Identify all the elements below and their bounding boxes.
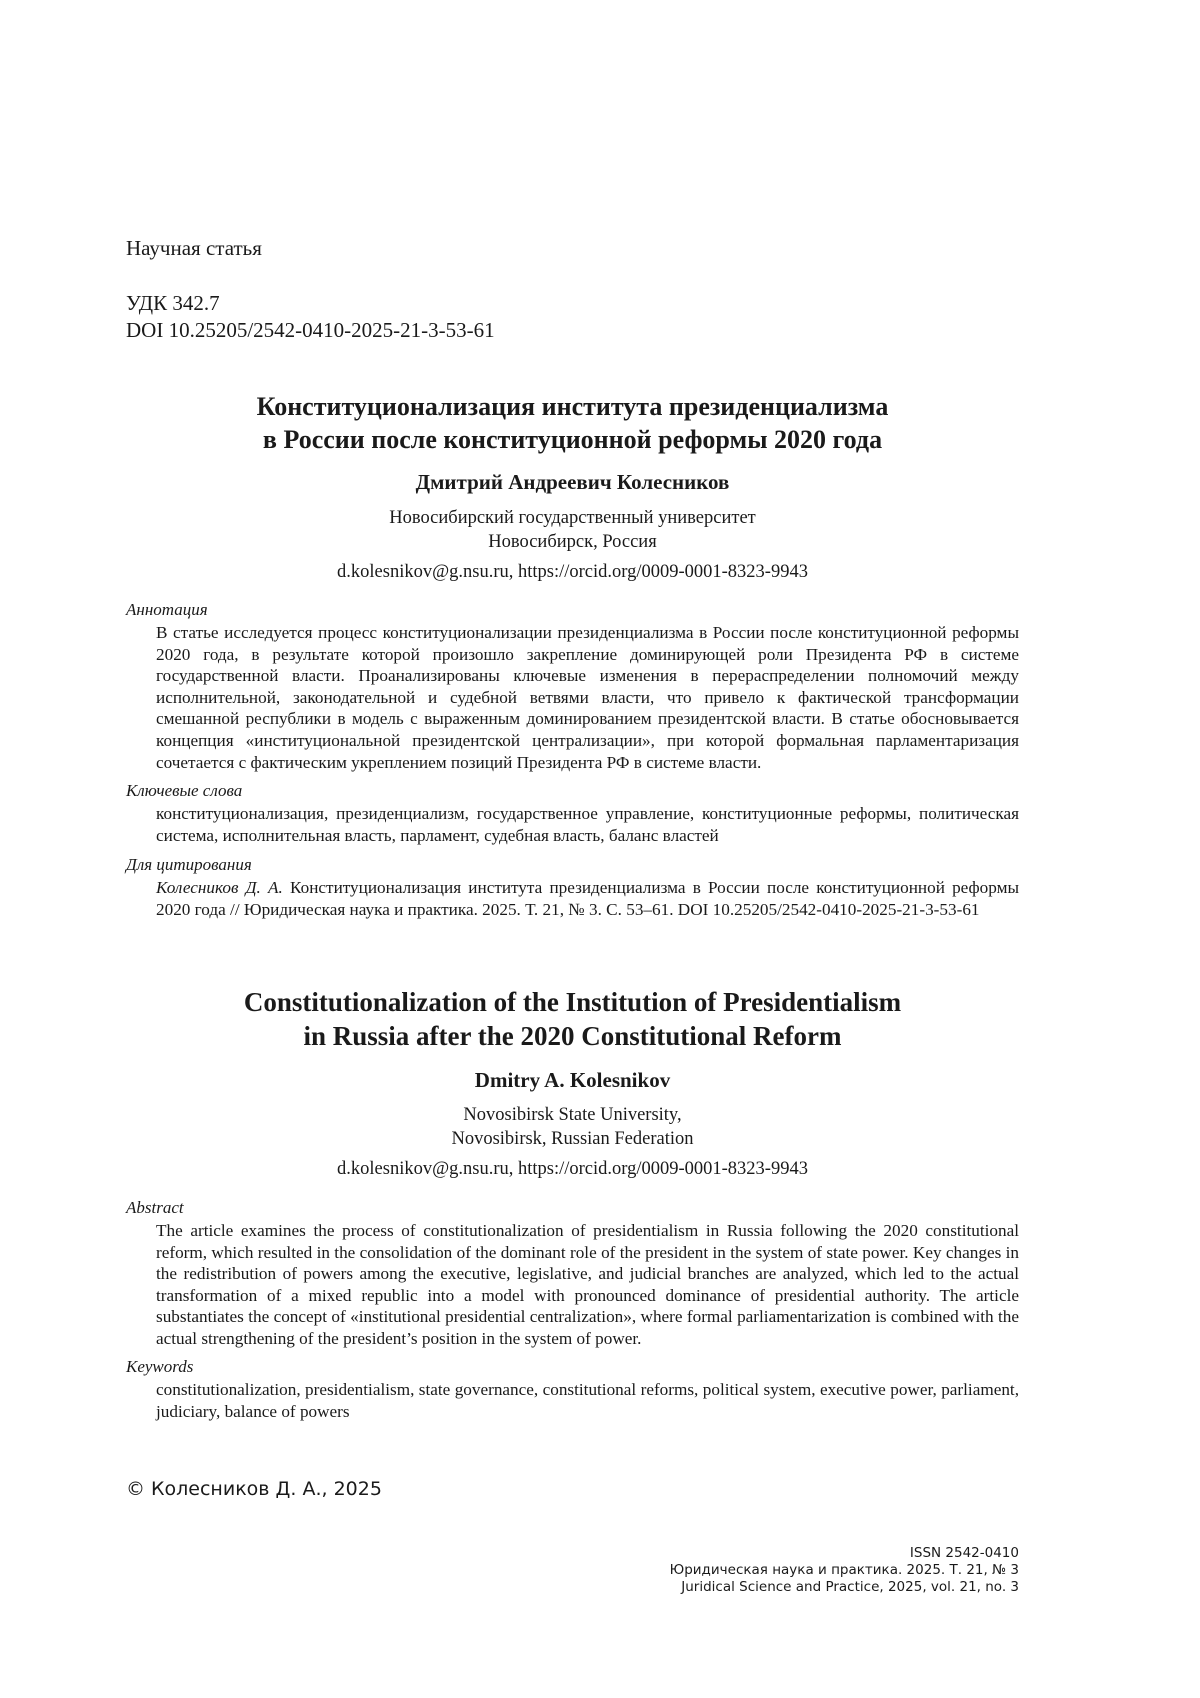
- keywords-en-text: constitutionalization, presidentialism, state governance, constitutional reforms, political system, executive power, parliament, judiciary, balance of powers: [156, 1380, 1019, 1421]
- footer-journal-ru: Юридическая наука и практика. 2025. Т. 21, № 3: [669, 1562, 1019, 1578]
- abstract-label: Abstract: [126, 1198, 184, 1217]
- title-en-line-2: in Russia after the 2020 Constitutional Reform: [303, 1021, 842, 1051]
- contact-ru: d.kolesnikov@g.nsu.ru, https://orcid.org/0009-0001-8323-9943: [337, 562, 808, 582]
- identifiers: [126, 290, 495, 344]
- annotation-text: В статье исследуется процесс конституционализации президенциализма в России после конституционной реформы 2020 года, в результате которой произошло закрепление доминирующей роли Президента РФ в системе государственной власти. Проанализированы ключевые изменения в перераспределении полномочий между исполнительной, законодательной и судебной ветвями власти, что привело к фактической трансформации смешанной республики в модель с выраженным доминированием президентской власти. В статье обосновывается концепция «институциональной президентской централизации», при которой формальная парламентаризация сочетается с фактическим укреплением позиций Президента РФ в системе власти.: [156, 623, 1019, 772]
- journal-footer: [600, 1545, 1019, 1596]
- citation-author: Колесников Д. А.: [156, 878, 283, 897]
- title-ru: [126, 390, 1019, 456]
- citation-text: [156, 877, 1019, 920]
- author-ru: Дмитрий Андреевич Колесников: [415, 470, 730, 494]
- keywords-ru-text: конституционализация, президенциализм, государственное управление, конституционные реформы, политическая система, исполнительная власть, парламент, судебная власть, баланс властей: [156, 804, 1019, 845]
- udc-code: УДК 342.7: [126, 291, 220, 315]
- abstract-text: The article examines the process of constitutionalization of presidentialism in Russia following the 2020 constitutional reform, which resulted in the consolidation of the dominant role of the president in the system of state power. Key changes in the redistribution of powers among the executive, legislative, and judicial branches are analyzed, which led to the actual transformation of a mixed republic into a model with pronounced dominance of presidential authority. The article substantiates the concept of «institutional presidential centralization», where formal parliamentarization is combined with the actual strengthening of the president’s position in the system of power.: [156, 1221, 1019, 1348]
- article-type: Научная статья: [126, 236, 262, 260]
- title-ru-line-1: Конституционализация института президенциализма: [256, 392, 889, 421]
- doi: DOI 10.25205/2542-0410-2025-21-3-53-61: [126, 318, 495, 342]
- annotation-label: Аннотация: [126, 600, 208, 619]
- affiliation-ru-city: Новосибирск, Россия: [488, 532, 657, 552]
- footer-journal-en: Juridical Science and Practice, 2025, vol. 21, no. 3: [681, 1579, 1019, 1595]
- citation-label: Для цитирования: [126, 855, 252, 874]
- title-en: [126, 985, 1019, 1053]
- author-en: Dmitry A. Kolesnikov: [474, 1068, 671, 1092]
- keywords-en-label: Keywords: [126, 1357, 194, 1376]
- citation-body: Конституционализация института президенциализма в России после конституционной реформы 2020 года // Юридическая наука и практика. 2025. Т. 21, № 3. С. 53–61. DOI 10.25205/2542-0410-2025-21-3-53-61: [156, 878, 1020, 919]
- title-en-line-1: Constitutionalization of the Institution of Presidentialism: [243, 987, 902, 1017]
- copyright: © Колесников Д. А., 2025: [126, 1478, 382, 1500]
- contact-en: d.kolesnikov@g.nsu.ru, https://orcid.org/0009-0001-8323-9943: [337, 1159, 808, 1179]
- title-ru-line-2: в России после конституционной реформы 2020 года: [262, 425, 883, 454]
- affiliation-ru: [126, 506, 1019, 554]
- affiliation-en: [126, 1103, 1019, 1151]
- footer-issn: ISSN 2542-0410: [909, 1545, 1019, 1561]
- keywords-ru-label: Ключевые слова: [126, 781, 243, 800]
- affiliation-en-org: Novosibirsk State University,: [463, 1105, 682, 1125]
- affiliation-ru-org: Новосибирский государственный университет: [389, 508, 756, 528]
- affiliation-en-city: Novosibirsk, Russian Federation: [451, 1129, 694, 1149]
